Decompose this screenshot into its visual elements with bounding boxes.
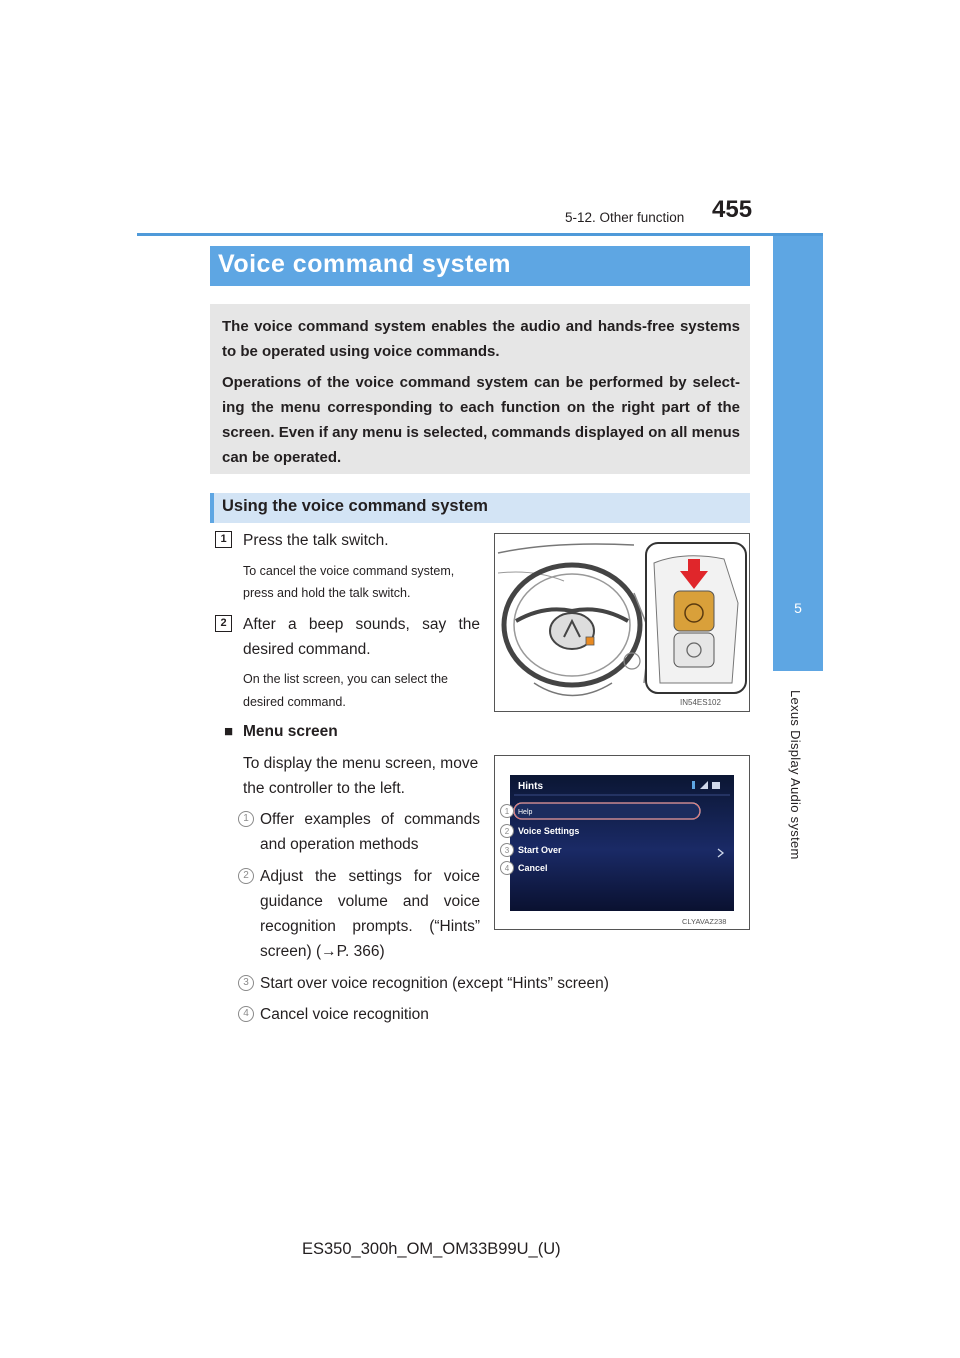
step-2-text-line-2: desired command. (243, 641, 371, 658)
step-1-note-line-2: press and hold the talk switch. (243, 586, 411, 600)
item-2-line-3: recognition prompts. (“Hints” (260, 918, 480, 935)
subsection-title: Using the voice command system (222, 497, 488, 515)
item-number-2: 2 (238, 868, 254, 884)
menu-heading: Menu screen (243, 723, 338, 740)
page-title: Voice command system (218, 250, 511, 278)
section-reference: 5-12. Other function (565, 210, 685, 225)
step-1-note-line-1: To cancel the voice command system, (243, 564, 455, 578)
item-3-line-1: Start over voice recognition (except “Hints” screen) (260, 975, 609, 992)
svg-text:4: 4 (504, 864, 510, 873)
item-4-line-1: Cancel voice recognition (260, 1006, 429, 1023)
svg-text:2: 2 (504, 827, 510, 836)
hints-screen-title: Hints (518, 781, 543, 792)
step-2-text-line-1: After a beep sounds, say the (243, 616, 480, 633)
hints-item-help: Help (518, 809, 533, 816)
item-number-4: 4 (238, 1006, 254, 1022)
step-number-2: 2 (215, 615, 232, 632)
item-2-line-1: Adjust the settings for voice (260, 868, 480, 885)
intro-text (222, 314, 740, 476)
talk-switch-illustration (494, 533, 750, 712)
step-2-note-line-2: desired command. (243, 695, 346, 709)
intro-paragraph-1: The voice command system enables the audio and hands-free systems to be operated using voice commands. (222, 318, 740, 360)
hints-item-voice-settings: Voice Settings (518, 826, 580, 836)
subsection-bar-edge (210, 493, 214, 523)
item-1-line-1: Offer examples of commands (260, 811, 480, 828)
item-1-line-2: and operation methods (260, 836, 419, 853)
menu-intro-line-2: the controller to the left. (243, 780, 405, 797)
hints-item-start-over: Start Over (518, 845, 562, 855)
header-rule (137, 233, 823, 236)
page-number: 455 (712, 196, 753, 223)
chapter-label: Lexus Display Audio system (788, 690, 803, 860)
item-2-line-2: guidance volume and voice (260, 893, 480, 910)
figure-1-code: IN54ES102 (680, 698, 721, 707)
hints-item-cancel: Cancel (518, 863, 548, 873)
hints-screen-illustration (494, 755, 750, 930)
intro-paragraph-2: Operations of the voice command system can be performed by select-ing the menu corresponding to each function on the right part of the screen. Even if any menu is selected, commands displayed on all menus can be operated. (222, 374, 740, 466)
item-number-3: 3 (238, 975, 254, 991)
chapter-number: 5 (794, 600, 802, 616)
item-number-1: 1 (238, 811, 254, 827)
svg-text:3: 3 (504, 846, 510, 855)
step-2-note-line-1: On the list screen, you can select the (243, 672, 448, 686)
document-code-footer: ES350_300h_OM_OM33B99U_(U) (302, 1240, 561, 1258)
menu-intro-line-1: To display the menu screen, move (243, 755, 479, 772)
svg-text:1: 1 (504, 807, 510, 816)
menu-heading-bullet: ■ (224, 723, 234, 740)
step-number-1: 1 (215, 531, 232, 548)
item-2-line-4: screen) (→P. 366) (260, 943, 385, 960)
step-1-text: Press the talk switch. (243, 532, 389, 549)
figure-2-code: CLYAVAZ238 (682, 917, 727, 926)
